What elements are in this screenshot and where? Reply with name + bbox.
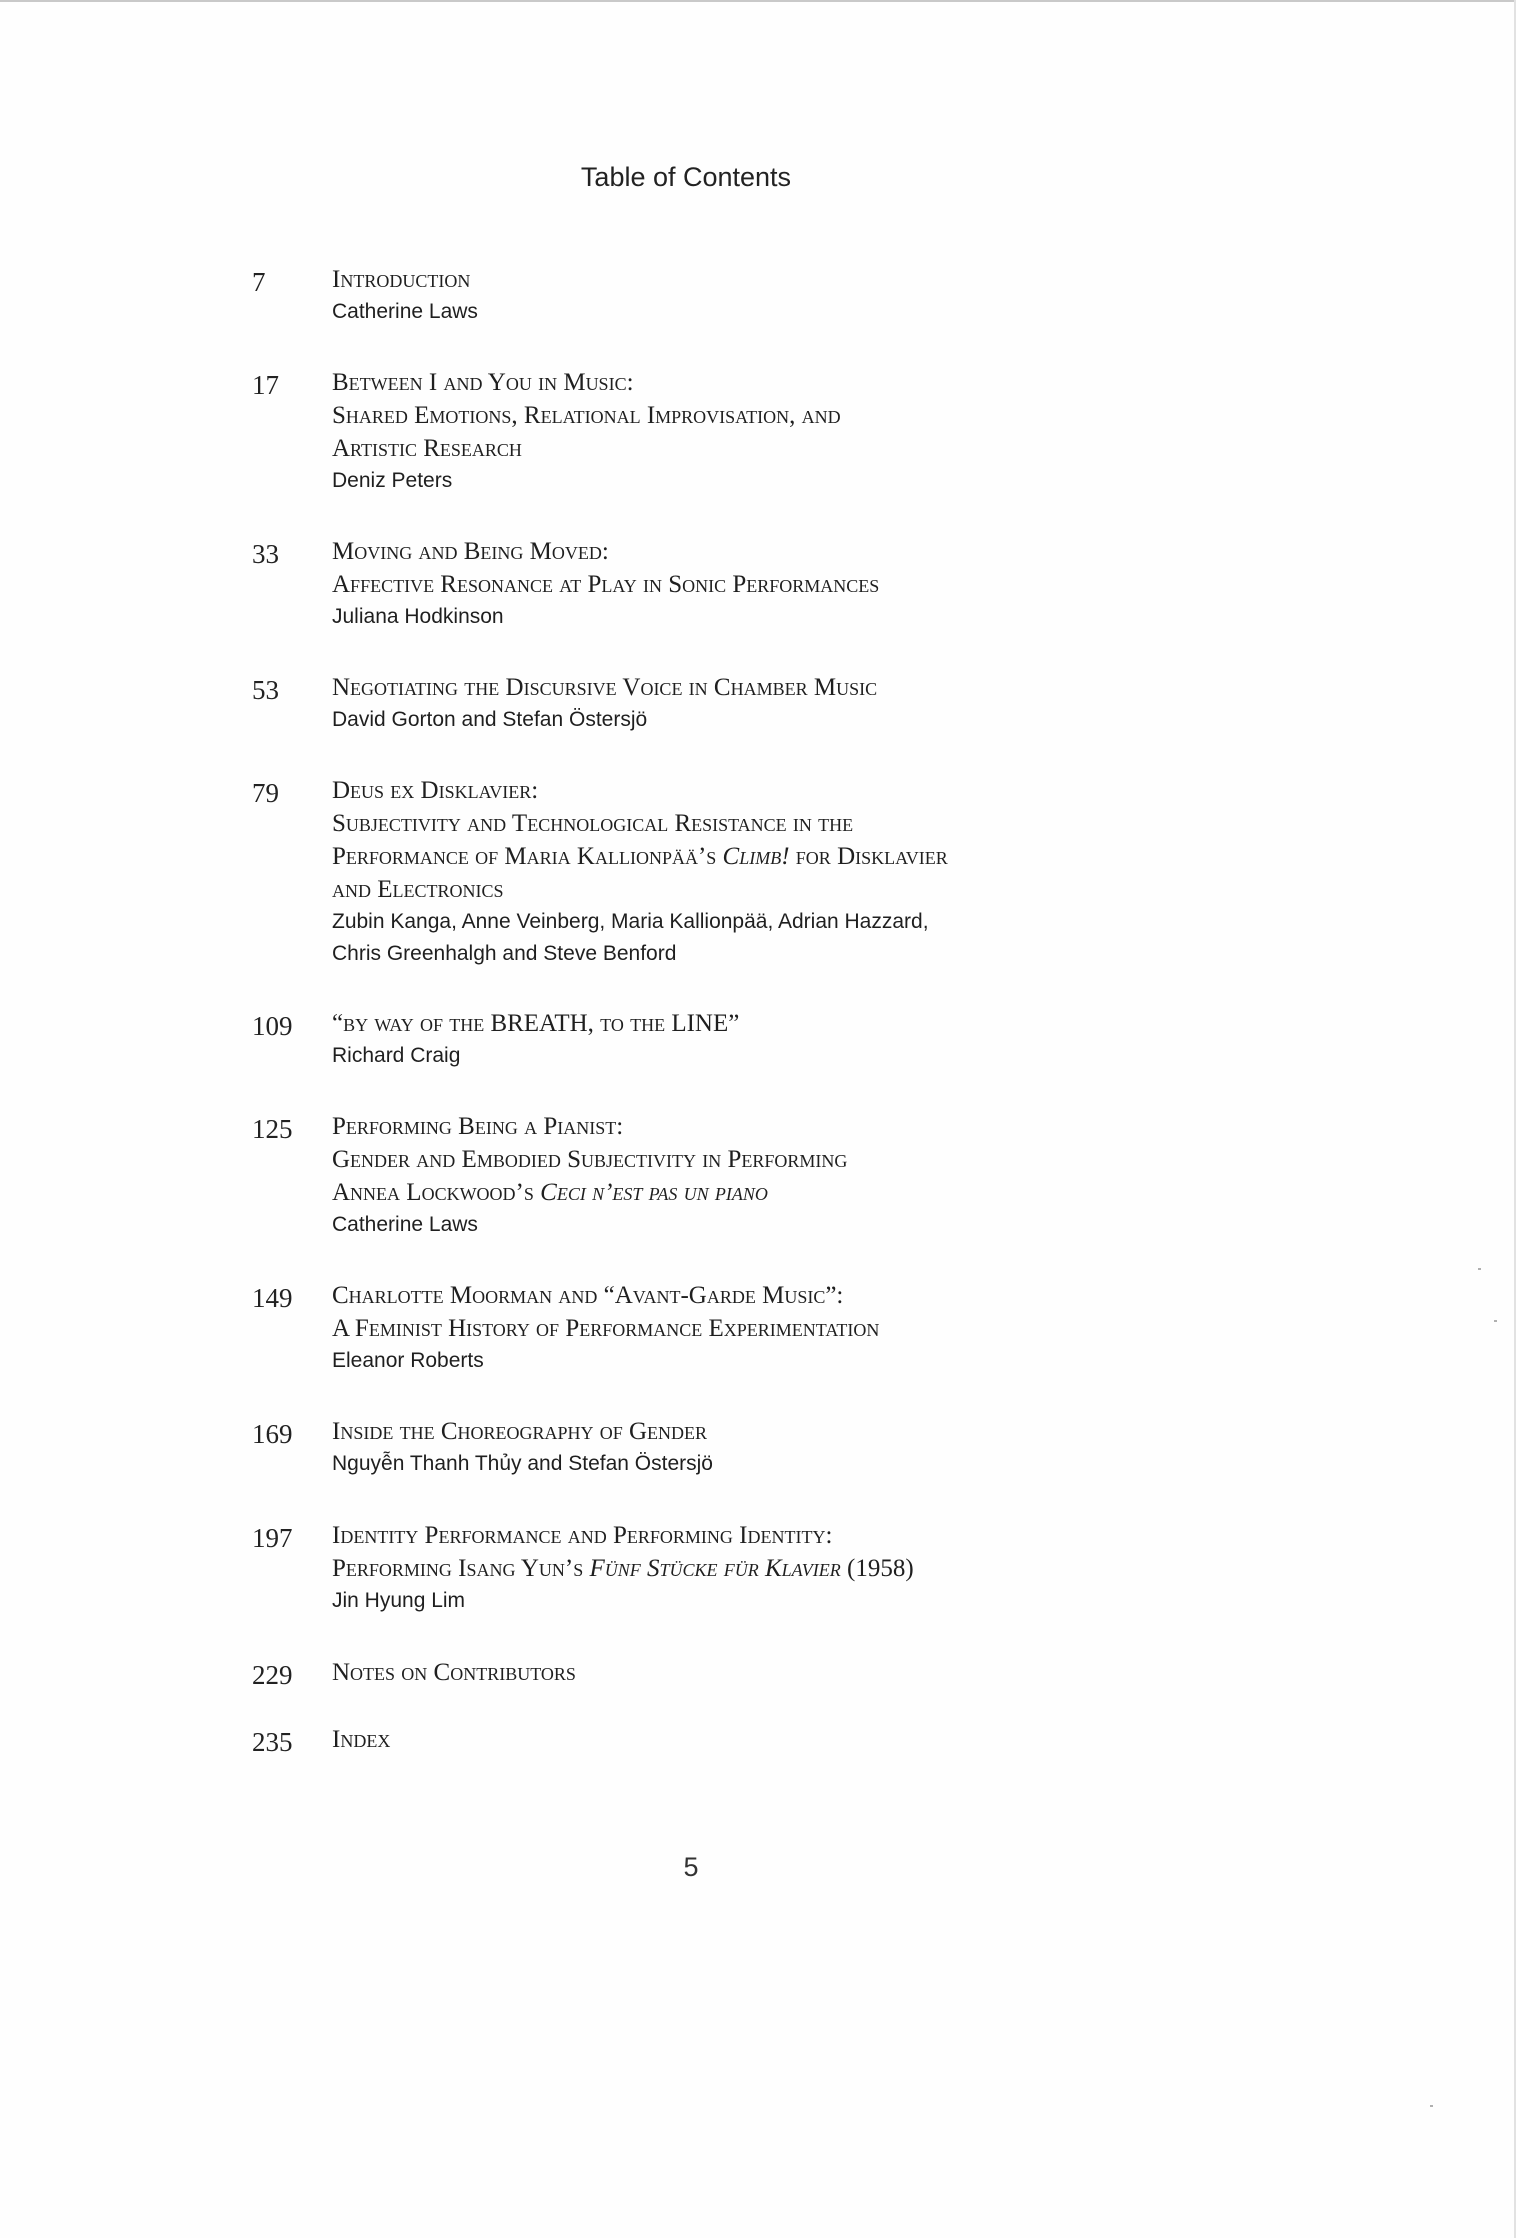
entry-title: Index [332, 1726, 391, 1753]
scan-speck [1494, 1320, 1497, 1322]
entry-page-number: 79 [252, 778, 279, 808]
entry-title: Performing Being a Pianist: [332, 1113, 624, 1140]
entry-title: Identity Performance and Performing Identity: [332, 1522, 833, 1549]
entry-page-number: 7 [252, 267, 266, 297]
entry-author: Juliana Hodkinson [332, 605, 504, 628]
entry-title: Inside the Choreography of Gender [332, 1418, 708, 1445]
entry-page-number: 197 [252, 1523, 293, 1553]
entry-author: Chris Greenhalgh and Steve Benford [332, 942, 677, 965]
entry-title-text: (1958) [840, 1555, 914, 1582]
entry-title-italic: Fünf Stücke für Klavier [589, 1555, 841, 1582]
entry-title: Affective Resonance at Play in Sonic Performances [332, 571, 880, 598]
entry-title: Charlotte Moorman and “Avant-Garde Music”: [332, 1282, 844, 1309]
page-title: Table of Contents [580, 162, 792, 192]
entry-title: A Feminist History of Performance Experimentation [332, 1315, 880, 1342]
entry-page-number: 125 [252, 1114, 293, 1144]
entry-title: Introduction [332, 266, 471, 293]
entry-page-number: 17 [252, 370, 279, 400]
entry-title: Notes on Contributors [332, 1659, 576, 1686]
entry-title: Between I and You in Music: [332, 369, 634, 396]
entry-author: Richard Craig [332, 1044, 461, 1067]
scan-speck [1430, 2105, 1433, 2107]
entry-author: Jin Hyung Lim [332, 1589, 466, 1612]
entry-title: Shared Emotions, Relational Improvisation, and [332, 402, 841, 429]
entry-author: Catherine Laws [332, 300, 478, 323]
scan-speck [1478, 1268, 1481, 1270]
entry-page-number: 33 [252, 539, 279, 569]
entry-title-text: Performance of Maria Kallionpää’s [332, 843, 723, 870]
entry-author: Catherine Laws [332, 1213, 478, 1236]
entry-title [332, 1552, 1292, 1585]
entry-page-number: 229 [252, 1660, 293, 1690]
entry-title: Negotiating the Discursive Voice in Chamber Music [332, 674, 878, 701]
entry-title: Gender and Embodied Subjectivity in Performing [332, 1146, 848, 1173]
entry-title: Moving and Being Moved: [332, 538, 609, 565]
entry-title-italic: Ceci n’est pas un piano [540, 1179, 768, 1206]
entry-author: Zubin Kanga, Anne Veinberg, Maria Kallionpää, Adrian Hazzard, [332, 910, 929, 933]
entry-title [332, 1176, 1292, 1209]
entry-title-text: Performing Isang Yun’s [332, 1555, 590, 1582]
entry-page-number: 169 [252, 1419, 293, 1449]
entry-author: Nguyễn Thanh Thủy and Stefan Östersjö [332, 1452, 713, 1475]
entry-title: Artistic Research [332, 435, 522, 462]
entry-title-text: for Disklavier [789, 843, 948, 870]
entry-title [332, 840, 1292, 873]
entry-title: Deus ex Disklavier: [332, 777, 539, 804]
entry-page-number: 149 [252, 1283, 293, 1313]
entry-title: Subjectivity and Technological Resistance in the [332, 810, 854, 837]
entry-title: “by way of the BREATH, to the LINE” [332, 1010, 740, 1037]
entry-page-number: 235 [252, 1727, 293, 1757]
entry-page-number: 109 [252, 1011, 293, 1041]
entry-page-number: 53 [252, 675, 279, 705]
entry-title: and Electronics [332, 876, 504, 903]
entry-author: Eleanor Roberts [332, 1349, 484, 1372]
entry-author: Deniz Peters [332, 469, 453, 492]
entry-title-text: Annea Lockwood’s [332, 1179, 541, 1206]
entry-title-italic: Climb! [722, 843, 790, 870]
entry-author: David Gorton and Stefan Östersjö [332, 708, 648, 731]
page-number: 5 [683, 1852, 699, 1882]
